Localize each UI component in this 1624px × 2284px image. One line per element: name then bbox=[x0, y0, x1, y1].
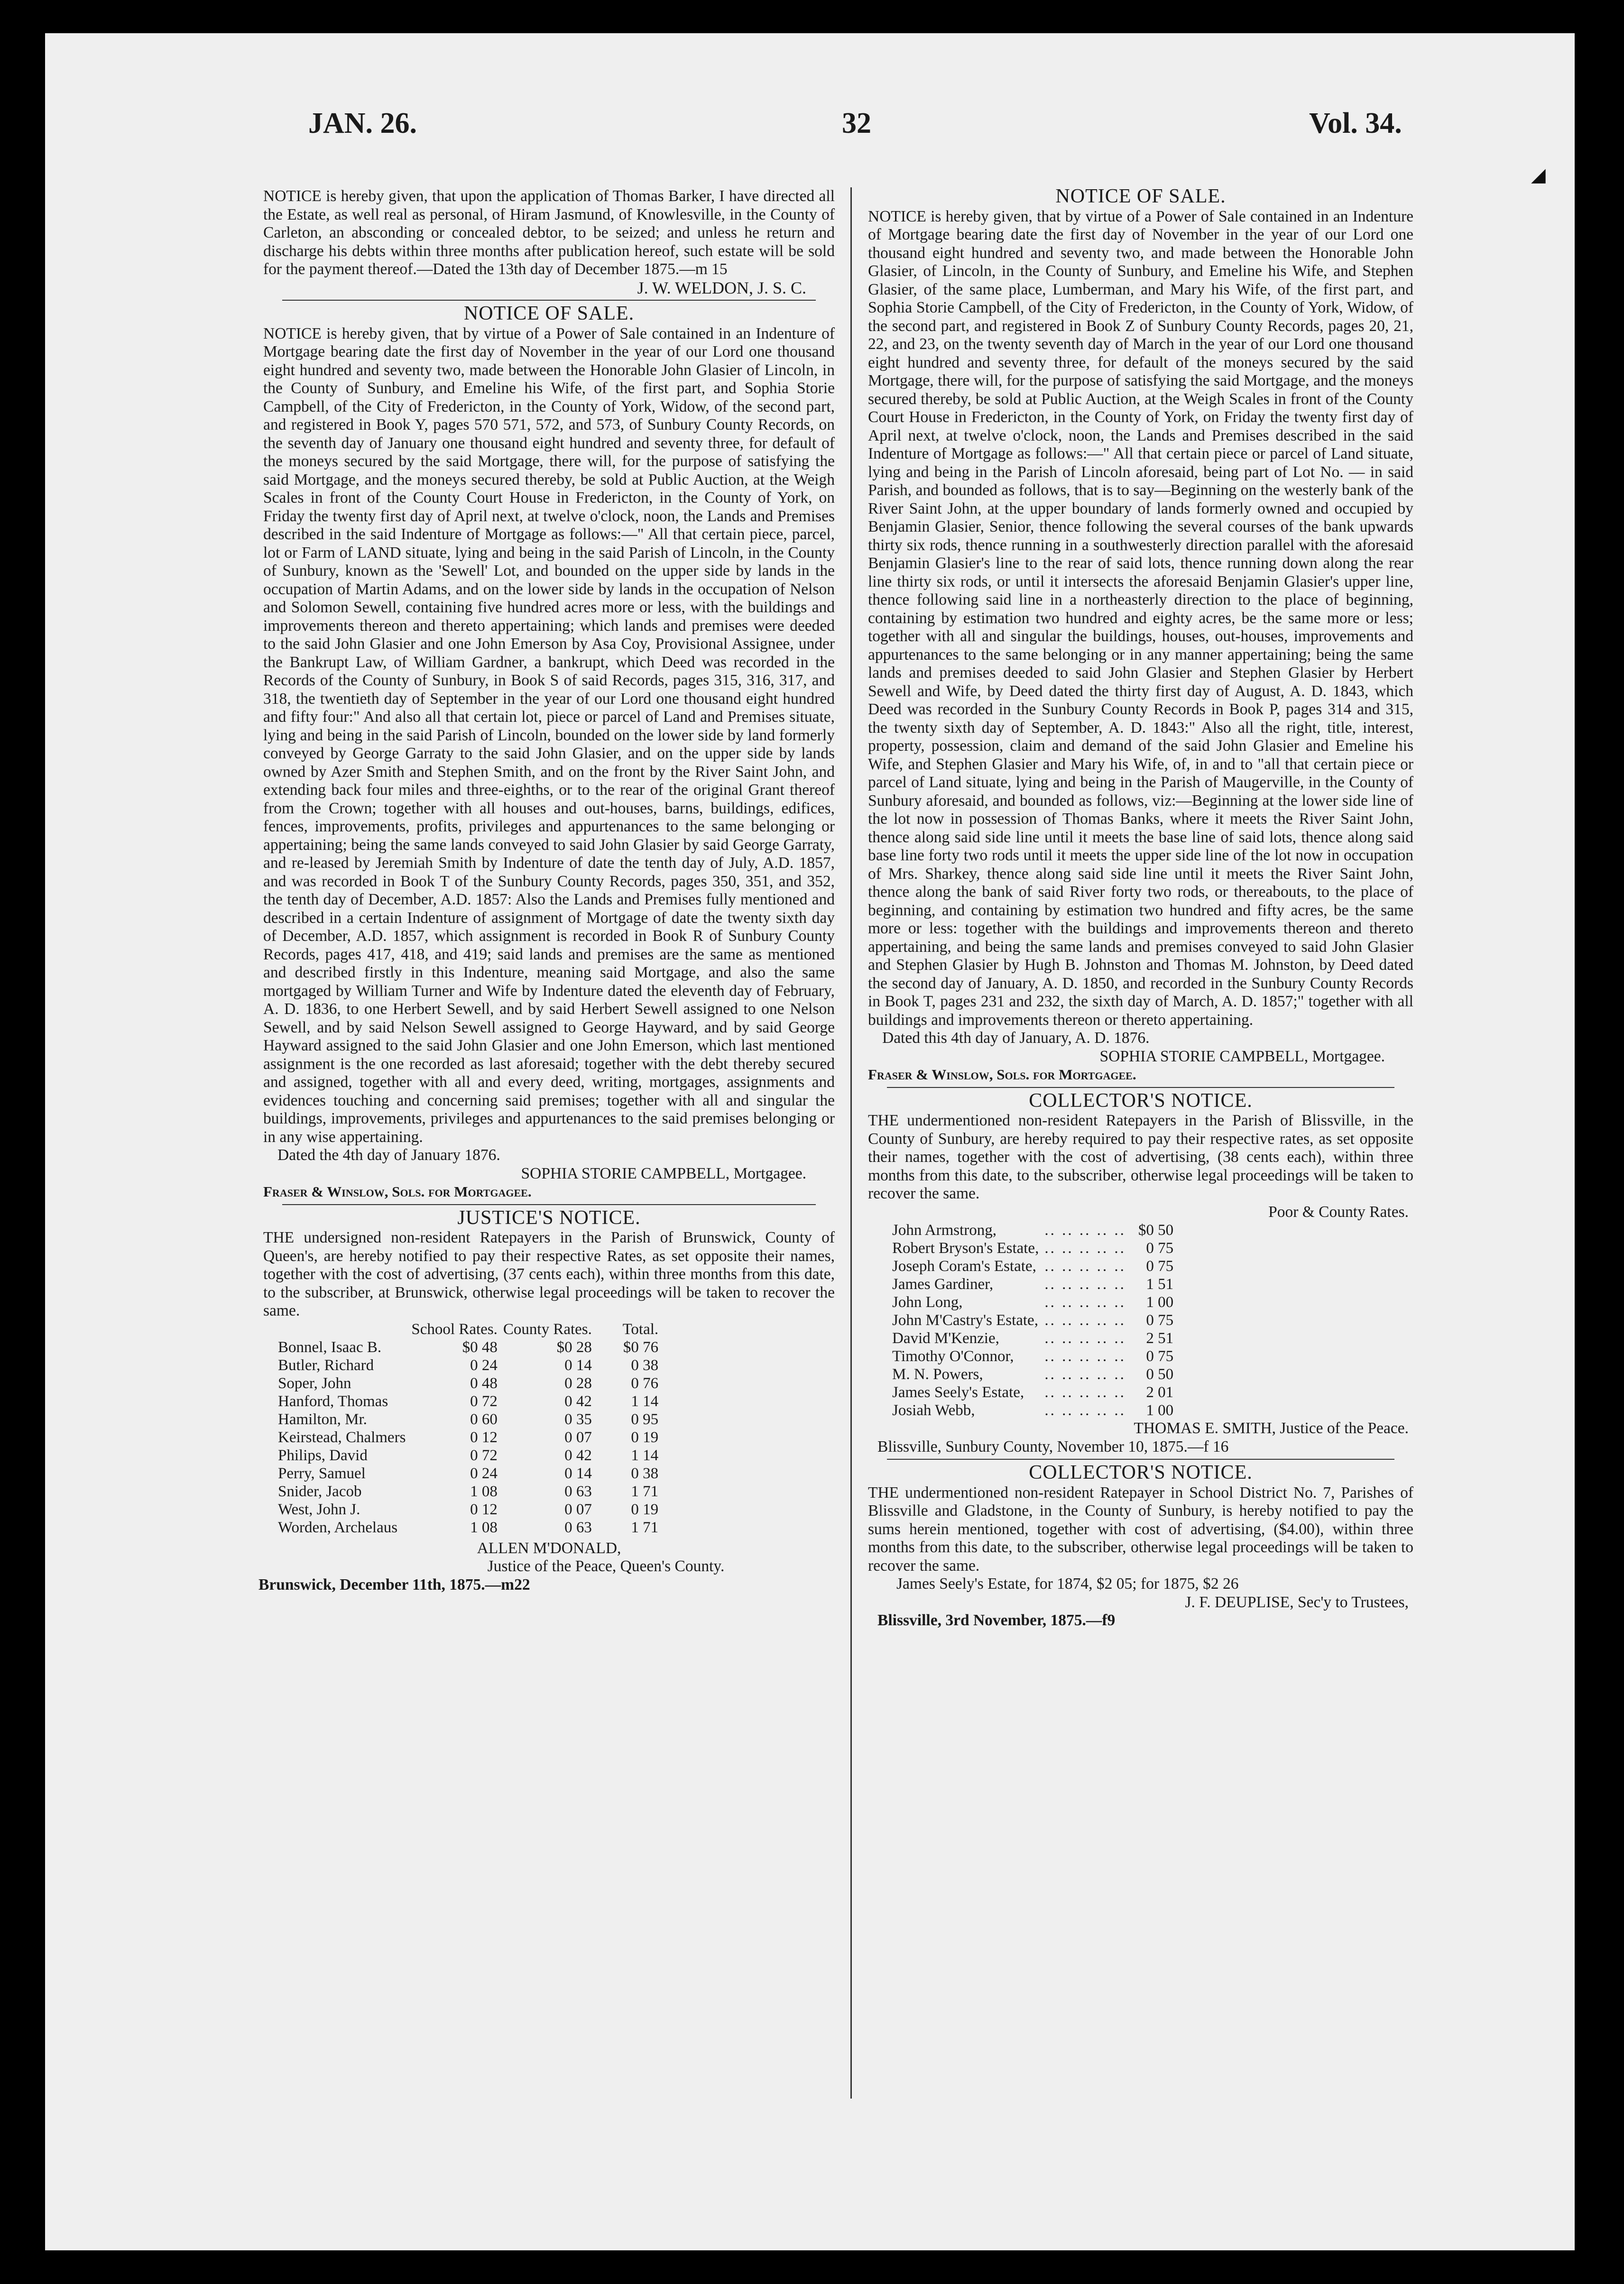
leader-dots: .. .. .. .. .. bbox=[1044, 1348, 1126, 1365]
rate-cell: 0 48 bbox=[470, 1374, 498, 1392]
ratepayer-name: Soper, John bbox=[278, 1374, 351, 1392]
sale-notice-solicitors: Fraser & Winslow, Sols. for Mortgagee. bbox=[868, 1066, 1136, 1083]
divider bbox=[282, 1204, 816, 1205]
collector-rates-table bbox=[889, 1221, 1176, 1419]
rate-cell: $0 76 bbox=[623, 1338, 659, 1356]
justice-signature: ALLEN M'DONALD, bbox=[477, 1539, 621, 1557]
weldon-signature: J. W. WELDON, J. S. C. bbox=[637, 278, 806, 297]
ratepayer-name: Hanford, Thomas bbox=[278, 1392, 388, 1410]
table-row bbox=[889, 1239, 1176, 1257]
rate-cell: 0 72 bbox=[470, 1392, 498, 1410]
rate-cell: 0 42 bbox=[564, 1446, 592, 1464]
sale-notice-dated: Dated the 4th day of January 1876. bbox=[277, 1146, 500, 1164]
margin-mark-icon: ◢ bbox=[1531, 164, 1546, 185]
ratepayer-name: Robert Bryson's Estate, bbox=[892, 1240, 1039, 1257]
divider bbox=[887, 1459, 1394, 1460]
rate-cell: 0 14 bbox=[564, 1464, 592, 1482]
ratepayer-name: Philips, David bbox=[278, 1446, 368, 1464]
table-row bbox=[889, 1221, 1176, 1239]
sale-notice-dated: Dated this 4th day of January, A. D. 1876. bbox=[882, 1029, 1150, 1047]
ratepayer-name: David M'Kenzie, bbox=[892, 1330, 999, 1347]
ratepayer-name: Perry, Samuel bbox=[278, 1464, 366, 1482]
collector-signature: J. F. DEUPLISE, Sec'y to Trustees, bbox=[1185, 1593, 1409, 1611]
justice-signature-title: Justice of the Peace, Queen's County. bbox=[487, 1557, 725, 1575]
collector-notice-title: COLLECTOR'S NOTICE. bbox=[1029, 1089, 1253, 1112]
divider bbox=[282, 300, 816, 301]
volume-number: Vol. 34. bbox=[1309, 107, 1402, 139]
table-row bbox=[889, 1365, 1176, 1383]
table-row bbox=[275, 1428, 661, 1446]
rate-cell: 1 71 bbox=[631, 1483, 659, 1500]
leader-dots: .. .. .. .. .. bbox=[1044, 1240, 1126, 1257]
table-row bbox=[275, 1464, 661, 1483]
rate-cell: 0 63 bbox=[564, 1519, 592, 1536]
ratepayer-name: Butler, Richard bbox=[278, 1356, 374, 1374]
collector-notice-body: THE undermentioned non-resident Ratepayer in School District No. 7, Parishes of Blissville and Gladstone, in the County of Sunbury, is hereby notified to pay the sums herein mentioned, together with cost of advertising, ($4.00), within three months from this date, to the subscriber, otherwise legal proceedings will be taken to recover the same. bbox=[868, 1483, 1413, 1575]
rate-cell: 0 24 bbox=[470, 1464, 498, 1482]
rate-cell: 1 51 bbox=[1146, 1276, 1174, 1293]
rate-cell: 0 14 bbox=[564, 1356, 592, 1374]
rate-cell: $0 28 bbox=[556, 1338, 592, 1356]
rate-cell: 0 07 bbox=[564, 1501, 592, 1518]
ratepayer-name: John Long, bbox=[892, 1294, 963, 1311]
rate-cell: 1 14 bbox=[631, 1392, 659, 1410]
sale-notice-signature: SOPHIA STORIE CAMPBELL, Mortgagee. bbox=[521, 1164, 806, 1182]
collector-footer: Blissville, Sunbury County, November 10, 1875.—f 16 bbox=[877, 1437, 1229, 1455]
table-row bbox=[889, 1347, 1176, 1365]
table-row bbox=[275, 1374, 661, 1392]
collector-notice-title: COLLECTOR'S NOTICE. bbox=[1029, 1462, 1253, 1483]
column-divider bbox=[850, 187, 852, 2099]
table-row bbox=[889, 1329, 1176, 1347]
rate-cell: 1 00 bbox=[1146, 1402, 1174, 1419]
rate-cell: 2 01 bbox=[1146, 1384, 1174, 1401]
table-row bbox=[889, 1293, 1176, 1311]
table-header-row bbox=[275, 1320, 661, 1338]
justice-notice-body: THE undersigned non-resident Ratepayers in the Parish of Brunswick, County of Queen's, are hereby notified to pay their respective Rates, as set opposite their names, together with the cost of advertising, (37 cents each), within three months from this date, to the subscriber, at Brunswick, otherwise legal proceedings will be taken to recover the same. bbox=[263, 1229, 835, 1319]
collector-footer: Blissville, 3rd November, 1875.—f9 bbox=[877, 1612, 1116, 1629]
ratepayer-name: Timothy O'Connor, bbox=[892, 1348, 1014, 1365]
rate-cell: 0 12 bbox=[470, 1501, 498, 1518]
column-header: School Rates. bbox=[411, 1320, 498, 1338]
justice-notice-title: JUSTICE'S NOTICE. bbox=[457, 1206, 641, 1229]
rate-cell: 0 42 bbox=[564, 1392, 592, 1410]
table-row bbox=[889, 1383, 1176, 1401]
ratepayer-name: M. N. Powers, bbox=[892, 1366, 983, 1383]
issue-date: JAN. 26. bbox=[308, 107, 417, 139]
rate-cell: 0 75 bbox=[1146, 1258, 1174, 1275]
sale-notice-body: NOTICE is hereby given, that by virtue of a Power of Sale contained in an Indenture of Mortgage bearing date the first day of November in the year of our Lord one thousand eight hundred and seventy two, and made between the Honorable John Glasier, of Lincoln, in the County of Sunbury, and Emeline his Wife, and Stephen Glasier, of the same place, Lumberman, and Mary his Wife, of the first part, and Sophia Storie Campbell, of the City of Fredericton, in the County of York, Widow, of the second part, and registered in Book Z of Sunbury County Records, pages 20, 21, 22, and 23, on the twenty seventh day of March in the year of our Lord one thousand eight hundred and seventy three, for default of the moneys secured by the said Mortgage, there will, for the purpose of satisfying the said Mortgage, and the moneys secured thereby, be sold at Public Auction, at the Weigh Scales in front of the County Court House in Fredericton, in the County of York, on Friday the twenty first day of April next, at twelve o'clock, noon, the Lands and Premises described in the said Indenture of Mortgage as follows:—" All that certain piece or parcel of Land situate, lying and being in the Parish of Lincoln aforesaid, being part of Lot No. — in said Parish, and bounded as follows, that is to say—Beginning on the westerly bank of the River Saint John, at the upper boundary of lands formerly owned and occupied by Benjamin Glasier, Senior, thence following the several courses of the bank upwards thirty six rods, thence running in a southwesterly direction parallel with the aforesaid Benjamin Glasier's line to the rear of said lots, thence running down along the rear line thirty six rods, or until it intersects the aforesaid Benjamin Glasier's upper line, thence following said line in a northeasterly direction to the place of beginning, containing by estimation two hundred and eighty acres, be the same more or less; together with all and singular the buildings, houses, out-houses, improvements and appurtenances to the same belonging or in any manner appertaining; being the same lands and premises deeded to said John Glasier and Stephen Glasier by Herbert Sewell and Wife, by Deed dated the thirty first day of August, A. D. 1843, which Deed was recorded in the Sunbury County Records in Book P, pages 314 and 315, the twenty sixth day of September, A. D. 1843:" Also all the right, title, interest, property, possession, claim and demand of the said John Glasier and Emeline his Wife, and Stephen Glasier and Mary his Wife, of, in and to "all that certain piece or parcel of Land situate, lying and being in the Parish of Maugerville, in the County of Sunbury aforesaid, and bounded as follows, viz:—Beginning at the lower side line of the lot now in possession of Thomas Banks, where it meets the River Saint John, thence along said side line until it meets the base line of said lots, thence along said base line forty two rods until it meets the upper side line of the lot now in occupation of Mrs. Sharkey, thence along said side line until it meets the River Saint John, thence along the bank of said River forty two rods, or thereabouts, to the place of beginning, and containing by estimation two hundred and fifty acres, be the same more or less: together with the buildings and improvements thereon and thereto appertaining, and being the same lands and premises conveyed to said John Glasier and Stephen Glasier by Hugh B. Johnston and Thomas M. Johnston, by Deed dated the second day of January, A. D. 1850, and recorded in the Sunbury County Records in Book T, pages 231 and 232, the sixth day of March, A. D. 1857;" together with all buildings and improvements thereon or thereto appertaining. bbox=[868, 207, 1413, 1029]
rate-cell: 1 08 bbox=[470, 1483, 498, 1500]
table-row bbox=[275, 1410, 661, 1428]
ratepayer-name: James Seely's Estate, bbox=[892, 1384, 1024, 1401]
table-row bbox=[275, 1446, 661, 1464]
rate-cell: 1 71 bbox=[631, 1519, 659, 1536]
rate-cell: 0 75 bbox=[1146, 1240, 1174, 1257]
table-row bbox=[889, 1311, 1176, 1329]
rate-cell: 0 38 bbox=[631, 1464, 659, 1482]
rate-cell: 0 12 bbox=[470, 1428, 498, 1446]
divider bbox=[887, 1087, 1394, 1088]
ratepayer-name: Worden, Archelaus bbox=[278, 1519, 398, 1536]
rate-cell: 1 14 bbox=[631, 1446, 659, 1464]
ratepayer-name: West, John J. bbox=[278, 1501, 360, 1518]
rate-cell: 0 35 bbox=[564, 1410, 592, 1428]
rate-cell: 0 60 bbox=[470, 1410, 498, 1428]
table-row bbox=[275, 1392, 661, 1410]
collector-estate-line: James Seely's Estate, for 1874, $2 05; for 1875, $2 26 bbox=[896, 1575, 1239, 1593]
collector-signature: THOMAS E. SMITH, Justice of the Peace. bbox=[1134, 1419, 1409, 1437]
left-column bbox=[258, 187, 835, 1594]
leader-dots: .. .. .. .. .. bbox=[1044, 1276, 1126, 1293]
rate-cell: 0 24 bbox=[470, 1356, 498, 1374]
rate-cell: 1 08 bbox=[470, 1519, 498, 1536]
table-row bbox=[275, 1519, 661, 1537]
rate-cell: $0 50 bbox=[1138, 1222, 1174, 1239]
table-row bbox=[275, 1501, 661, 1519]
table-row bbox=[275, 1356, 661, 1374]
ratepayer-name: Hamilton, Mr. bbox=[278, 1410, 367, 1428]
rate-cell: 2 51 bbox=[1146, 1330, 1174, 1347]
justice-rates-table bbox=[275, 1320, 661, 1537]
table-row bbox=[889, 1257, 1176, 1275]
sale-notice-solicitors: Fraser & Winslow, Sols. for Mortgagee. bbox=[263, 1183, 532, 1200]
column-header: Poor & County Rates. bbox=[1268, 1203, 1409, 1221]
leader-dots: .. .. .. .. .. bbox=[1044, 1366, 1126, 1383]
table-row bbox=[275, 1338, 661, 1356]
rate-cell: 0 63 bbox=[564, 1483, 592, 1500]
leader-dots: .. .. .. .. .. bbox=[1044, 1312, 1126, 1329]
rate-cell: 0 50 bbox=[1146, 1366, 1174, 1383]
leader-dots: .. .. .. .. .. bbox=[1044, 1384, 1126, 1401]
right-column bbox=[868, 187, 1413, 1630]
ratepayer-name: Snider, Jacob bbox=[278, 1483, 362, 1500]
rate-cell: 0 95 bbox=[631, 1410, 659, 1428]
rate-cell: 0 28 bbox=[564, 1374, 592, 1392]
leader-dots: .. .. .. .. .. bbox=[1044, 1222, 1126, 1239]
collector-notice-body: THE undermentioned non-resident Ratepayers in the Parish of Blissville, in the County of Sunbury, are hereby required to pay their respective rates, as set opposite their names, together with the cost of advertising, (38 cents each), within three months from this date, to the subscriber, otherwise legal proceedings will be taken to recover the same. bbox=[868, 1112, 1413, 1202]
rate-cell: $0 48 bbox=[462, 1338, 498, 1356]
ratepayer-name: James Gardiner, bbox=[892, 1276, 994, 1293]
table-row bbox=[889, 1401, 1176, 1419]
sale-notice-signature: SOPHIA STORIE CAMPBELL, Mortgagee. bbox=[1099, 1047, 1385, 1065]
table-row bbox=[275, 1483, 661, 1501]
sale-notice-body: NOTICE is hereby given, that by virtue of a Power of Sale contained in an Indenture of Mortgage bearing date the first day of November in the year of our Lord one thousand eight hundred and seventy two, made between the Honorable John Glasier of Lincoln, in the County of Sunbury, and Emeline his Wife, of the first part, and Sophia Storie Campbell, of the City of Fredericton, in the County of York, Widow, of the second part, and registered in Book Y, pages 570 571, 572, and 573, of Sunbury County Records, on the seventh day of January one thousand eight hundred and seventy three, for default of the moneys secured by the said Mortgage, there will, for the purpose of satisfying the said Mortgage, and the moneys secured thereby, be sold at Public Auction, at the Weigh Scales in front of the County Court House in Fredericton, in the County of York, on Friday the twenty first day of April next, at twelve o'clock, noon, the Lands and Premises described in the said Indenture of Mortgage as follows:—" All that certain piece, parcel, lot or Farm of LAND situate, lying and being in the said Parish of Lincoln, in the County of Sunbury, known as the 'Sewell' Lot, and bounded on the upper side by lands in the occupation of Martin Adams, and on the lower side by lands in the occupation of Nelson and Solomon Sewell, containing five hundred acres more or less, with the buildings and improvements thereon and thereto appertaining; which lands and premises were deeded to the said John Glasier and one John Emerson by Asa Coy, Provisional Assignee, under the Bankrupt Law, of William Gardner, a bankrupt, which Deed was recorded in the Records of the County of Sunbury, in Book S of said Records, pages 315, 316, 317, and 318, the twentieth day of September in the year of our Lord one thousand eight hundred and fifty four:" And also all that certain lot, piece or parcel of Land and Premises situate, lying and being in the said Parish of Lincoln, bounded on the lower side by land formerly conveyed by George Garraty to the said John Glasier, and on the upper side by lands owned by Azer Smith and Stephen Smith, and on the front by the River Saint John, and extending back four miles and three-eighths, or to the rear of the original Grant thereof from the Crown; together with all houses and out-houses, barns, buildings, edifices, fences, improvements, profits, privileges and appurtenances to the same belonging or appertaining; being the same lands conveyed to said John Glasier by said George Garraty, and re-leased by Jeremiah Smith by Indenture of date the tenth day of July, A.D. 1857, and was recorded in Book T of the Sunbury County Records, pages 350, 351, and 352, the tenth day of December, A.D. 1857: Also the Lands and Premises fully mentioned and described in a certain Indenture of assignment of Mortgage of date the twenty sixth day of December, A.D. 1857, which assignment is recorded in Book R of Sunbury County Records, pages 417, 418, and 419; said lands and premises are the same as mentioned and described firstly in this Indenture, meaning said Mortgage, and also the same mortgaged by William Turner and Wife by Indenture dated the eleventh day of February, A. D. 1836, to one Herbert Sewell, and by said Herbert Sewell assigned to one Nelson Sewell, and by said Nelson Sewell assigned to George Hayward, and by said George Hayward assigned to the said John Glasier and one John Emerson, which last mentioned assignment is the one recorded as last aforesaid; together with the debt thereby secured and assigned, together with all and every deed, writing, mortgages, assignments and evidences touching and concerning said premises; together with all and singular the buildings, improvements, privileges and appurtenances to the said premises belonging or in any wise appertaining. bbox=[263, 324, 835, 1146]
table-row bbox=[889, 1275, 1176, 1293]
rate-cell: 0 38 bbox=[631, 1356, 659, 1374]
justice-footer: Brunswick, December 11th, 1875.—m22 bbox=[258, 1575, 530, 1593]
rate-cell: 0 19 bbox=[631, 1501, 659, 1518]
leader-dots: .. .. .. .. .. bbox=[1044, 1330, 1126, 1347]
column-header: County Rates. bbox=[503, 1320, 592, 1338]
leader-dots: .. .. .. .. .. bbox=[1044, 1258, 1126, 1275]
column-header: Total. bbox=[622, 1320, 659, 1338]
rate-cell: 0 72 bbox=[470, 1446, 498, 1464]
ratepayer-name: John Armstrong, bbox=[892, 1222, 997, 1239]
ratepayer-name: John M'Castry's Estate, bbox=[892, 1312, 1038, 1329]
ratepayer-name: Bonnel, Isaac B. bbox=[278, 1338, 382, 1356]
sale-notice-title: NOTICE OF SALE. bbox=[1055, 185, 1226, 207]
rate-cell: 0 75 bbox=[1146, 1312, 1174, 1329]
rate-cell: 0 76 bbox=[631, 1374, 659, 1392]
leader-dots: .. .. .. .. .. bbox=[1044, 1402, 1126, 1419]
rate-cell: 0 75 bbox=[1146, 1348, 1174, 1365]
page-number: 32 bbox=[842, 107, 871, 139]
ratepayer-name: Keirstead, Chalmers bbox=[278, 1428, 406, 1446]
sale-notice-title: NOTICE OF SALE. bbox=[463, 303, 635, 324]
ratepayer-name: Joseph Coram's Estate, bbox=[892, 1258, 1036, 1275]
rate-cell: 0 19 bbox=[631, 1428, 659, 1446]
ratepayer-name: Josiah Webb, bbox=[892, 1402, 975, 1419]
rate-cell: 1 00 bbox=[1146, 1294, 1174, 1311]
leader-dots: .. .. .. .. .. bbox=[1044, 1294, 1126, 1311]
rate-cell: 0 07 bbox=[564, 1428, 592, 1446]
weldon-notice-text: NOTICE is hereby given, that upon the application of Thomas Barker, I have directed all the Estate, as well real as personal, of Hiram Jasmund, of Knowlesville, in the County of Carleton, an absconding or concealed debtor, to be seized; and unless he return and discharge his debts within three months after publication hereof, such estate will be sold for the payment thereof.—Dated the 13th day of December 1875.—m 15 bbox=[263, 187, 835, 278]
